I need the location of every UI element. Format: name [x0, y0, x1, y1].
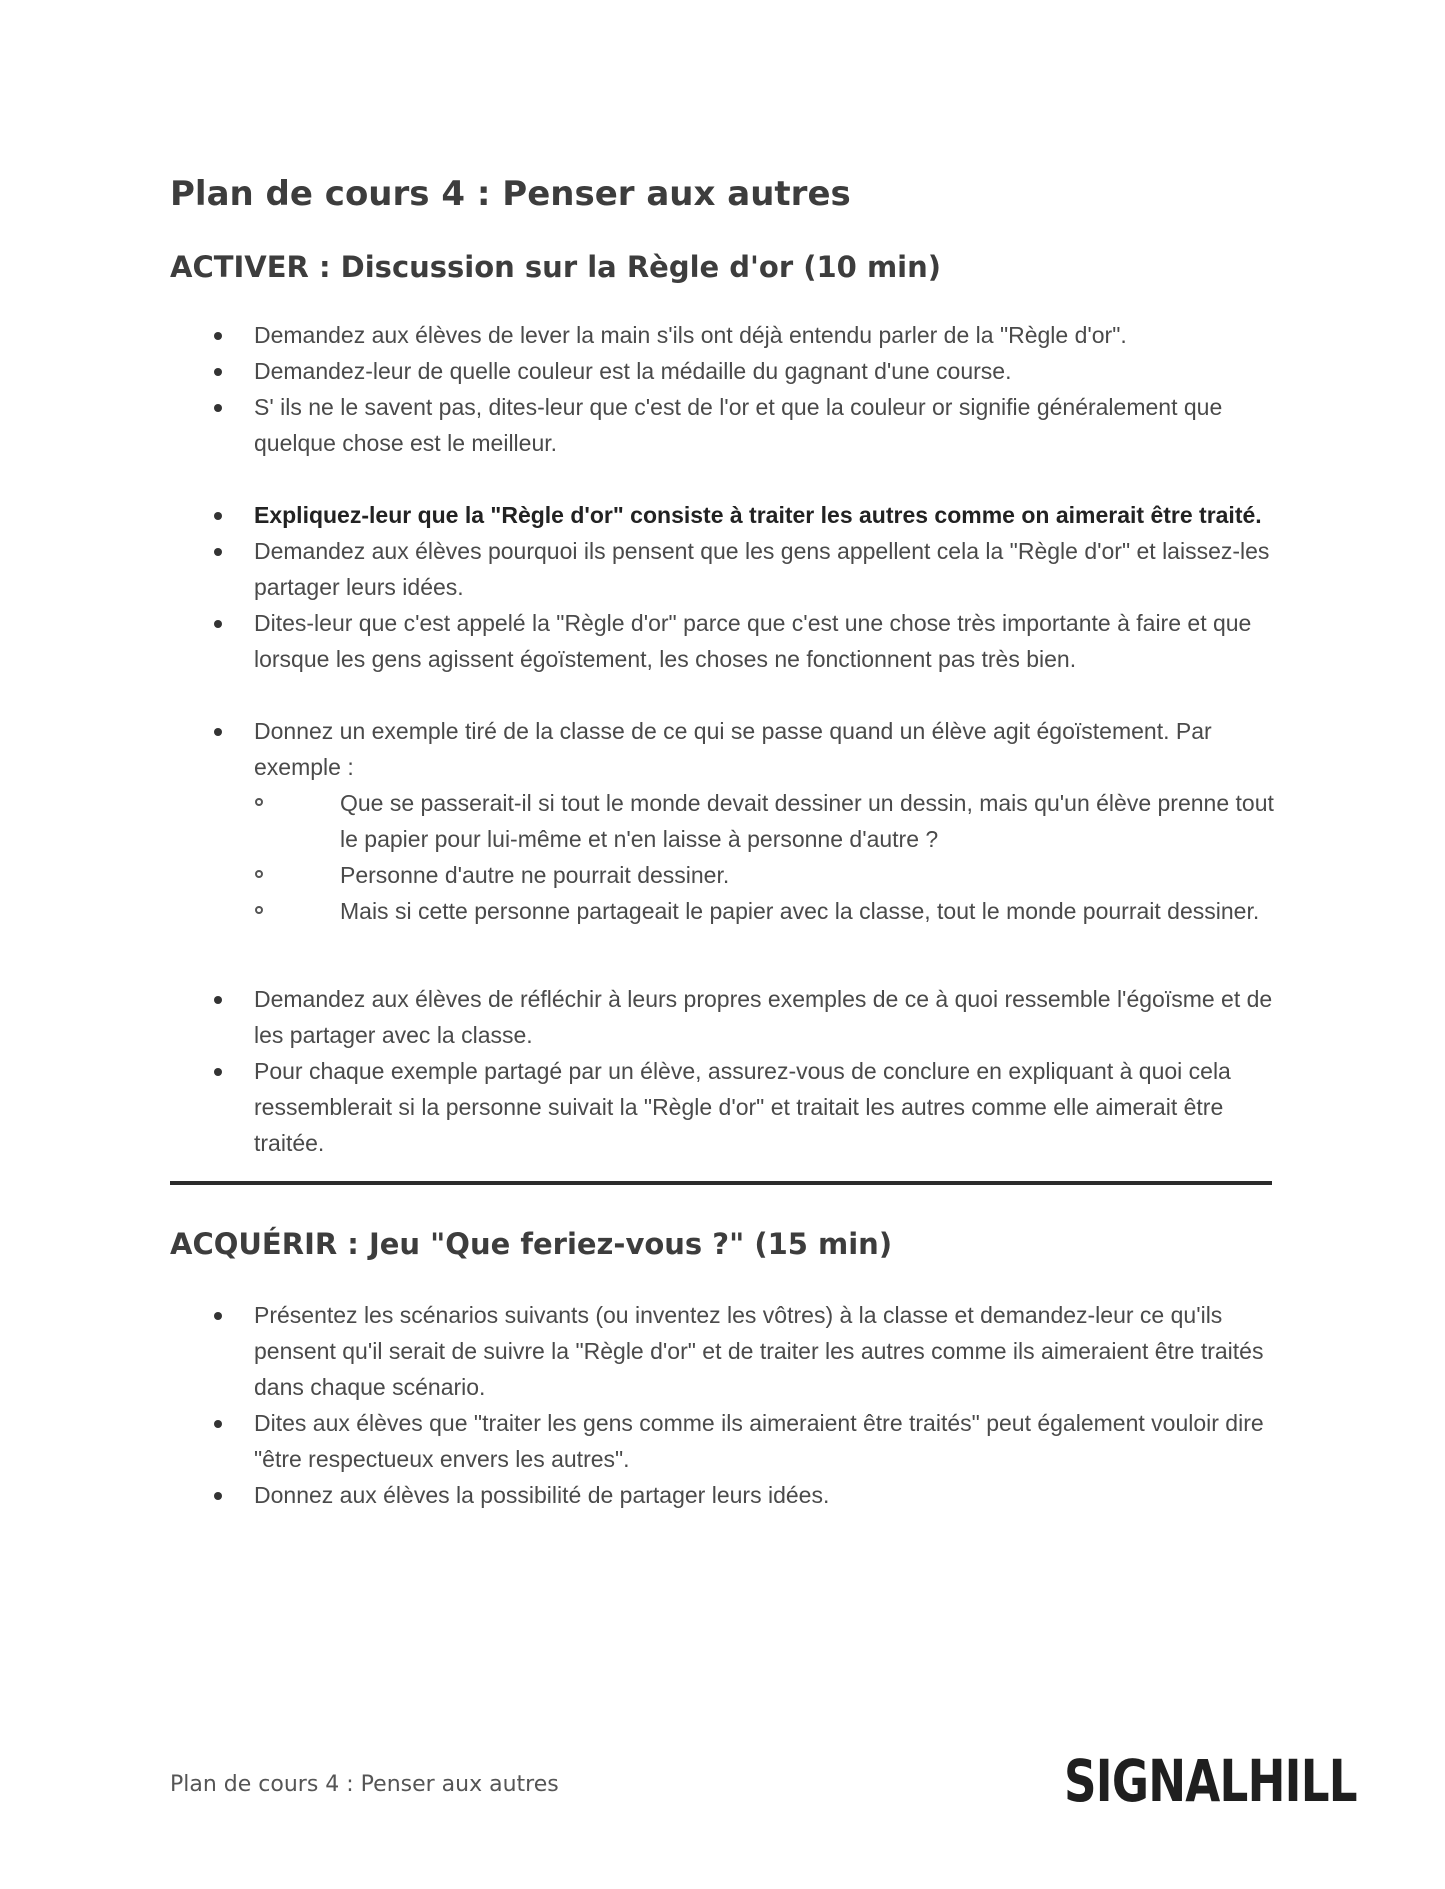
list-item-bold: Expliquez-leur que la "Règle d'or" consiste à traiter les autres comme on aimerait être traité. — [170, 497, 1275, 533]
acquerir-list — [170, 1297, 1275, 1513]
list-item: Pour chaque exemple partagé par un élève, assurez-vous de conclure en expliquant à quoi cela ressemblerait si la personne suivait la "Règle d'or" et traitait les autres comme elle aimerait être traitée. — [170, 1053, 1275, 1161]
section-divider — [170, 1181, 1272, 1185]
list-item: Demandez aux élèves de réfléchir à leurs propres exemples de ce à quoi ressemble l'égoïsme et de les partager avec la classe. — [170, 981, 1275, 1053]
list-item: Demandez aux élèves pourquoi ils pensent que les gens appellent cela la "Règle d'or" et laissez-les partager leurs idées. — [170, 533, 1275, 605]
sub-list-item: Personne d'autre ne pourrait dessiner. — [254, 857, 1275, 893]
list-item: S' ils ne le savent pas, dites-leur que c'est de l'or et que la couleur or signifie généralement que quelque chose est le meilleur. — [170, 389, 1275, 461]
activer-list — [170, 981, 1275, 1161]
footer-text: Plan de cours 4 : Penser aux autres — [170, 1772, 559, 1797]
spacer — [170, 677, 1275, 713]
sub-list-item: Que se passerait-il si tout le monde devait dessiner un dessin, mais qu'un élève prenne tout le papier pour lui-même et n'en laisse à personne d'autre ? — [254, 785, 1275, 857]
page-title: Plan de cours 4 : Penser aux autres — [170, 174, 851, 214]
activer-list — [170, 317, 1275, 461]
spacer — [170, 929, 1275, 981]
activer-list — [170, 713, 1275, 929]
list-item: Demandez-leur de quelle couleur est la médaille du gagnant d'une course. — [170, 353, 1275, 389]
section-heading-acquerir: ACQUÉRIR : Jeu "Que feriez-vous ?" (15 min) — [170, 1227, 893, 1261]
list-item: Dites aux élèves que "traiter les gens comme ils aimeraient être traités" peut également vouloir dire "être respectueux envers les autres". — [170, 1405, 1275, 1477]
list-item: Donnez aux élèves la possibilité de partager leurs idées. — [170, 1477, 1275, 1513]
signalhill-logo: SIGNALHILL — [1064, 1747, 1357, 1815]
activer-list — [170, 497, 1275, 677]
spacer — [170, 461, 1275, 497]
sub-list-item: Mais si cette personne partageait le papier avec la classe, tout le monde pourrait dessiner. — [254, 893, 1275, 929]
list-item: Demandez aux élèves de lever la main s'ils ont déjà entendu parler de la "Règle d'or". — [170, 317, 1275, 353]
list-item: Dites-leur que c'est appelé la "Règle d'or" parce que c'est une chose très importante à faire et que lorsque les gens agissent égoïstement, les choses ne fonctionnent pas très bien. — [170, 605, 1275, 677]
list-item — [170, 713, 1275, 929]
page-content — [170, 170, 1275, 1513]
sub-list — [254, 785, 1275, 929]
list-item: Présentez les scénarios suivants (ou inventez les vôtres) à la classe et demandez-leur ce qu'ils pensent qu'il serait de suivre la "Règle d'or" et de traiter les autres comme ils aimeraient être traités dans chaque scénario. — [170, 1297, 1275, 1405]
list-item-text: Donnez un exemple tiré de la classe de ce qui se passe quand un élève agit égoïstement. Par exemple : — [254, 718, 1212, 780]
section-heading-activer: ACTIVER : Discussion sur la Règle d'or (10 min) — [170, 250, 942, 284]
